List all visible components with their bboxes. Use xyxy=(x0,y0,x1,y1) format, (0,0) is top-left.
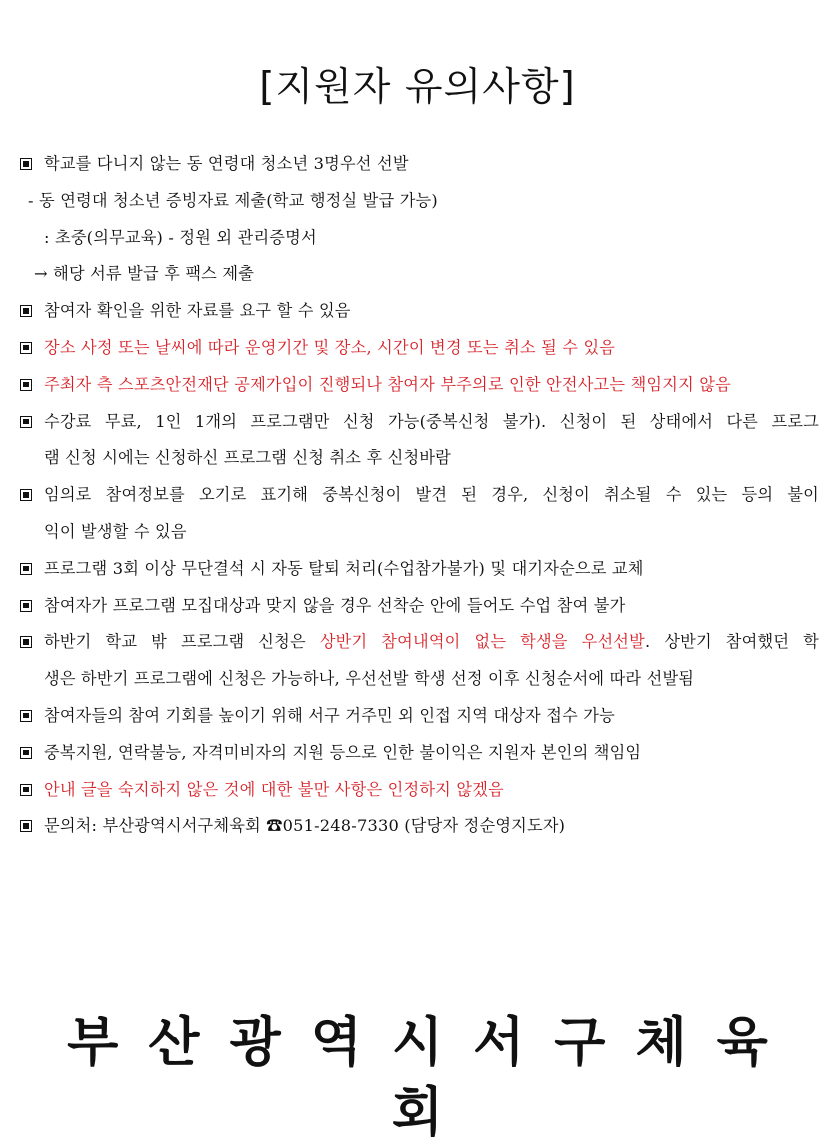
square-bullet-icon xyxy=(19,772,35,809)
list-item xyxy=(0,808,835,845)
notice-list xyxy=(0,146,835,845)
list-item xyxy=(0,624,835,661)
notice-text-highlight: 주최자 측 스포츠안전재단 공제가입이 진행되나 참여자 부주의로 인한 안전사고는 책임지지 않음 xyxy=(44,374,731,394)
list-item-sub xyxy=(0,183,835,220)
page-title: [지원자 유의사항] xyxy=(259,65,576,110)
list-item xyxy=(0,772,835,809)
list-item-continuation xyxy=(0,440,835,477)
notice-text: 램 신청 시에는 신청하신 프로그램 신청 취소 후 신청바람 xyxy=(44,448,452,468)
list-item-sub xyxy=(0,220,835,257)
list-item xyxy=(0,588,835,625)
notice-text: 중복지원, 연락불능, 자격미비자의 지원 등으로 인한 불이익은 지원자 본인의 책임임 xyxy=(44,742,642,762)
notice-text-highlight: 안내 글을 숙지하지 않은 것에 대한 불만 사항은 인정하지 않겠음 xyxy=(44,779,504,799)
list-item xyxy=(0,330,835,367)
list-item xyxy=(0,367,835,404)
notice-text: 참여자가 프로그램 모집대상과 맞지 않을 경우 선착순 안에 들어도 수업 참여 불가 xyxy=(44,595,626,615)
square-bullet-icon xyxy=(19,624,35,661)
square-bullet-icon xyxy=(19,330,35,367)
notice-text-highlight: 상반기 참여내역이 없는 학생을 우선선발 xyxy=(319,632,645,652)
list-item-continuation xyxy=(0,661,835,698)
notice-text: 참여자들의 참여 기회를 높이기 위해 서구 거주민 외 인접 지역 대상자 접수 가능 xyxy=(44,705,615,725)
notice-text: 프로그램 3회 이상 무단결석 시 자동 탈퇴 처리(수업참가불가) 및 대기자순으로 교체 xyxy=(44,558,644,578)
contact-info: 문의처: 부산광역시서구체육회 ☎051-248-7330 (담당자 정순영지도자) xyxy=(44,816,566,836)
square-bullet-icon xyxy=(19,735,35,772)
list-item xyxy=(0,698,835,735)
square-bullet-icon xyxy=(19,477,35,514)
notice-text-highlight: 장소 사정 또는 날씨에 따라 운영기간 및 장소, 시간이 변경 또는 취소 될 수 있음 xyxy=(44,337,616,357)
list-item xyxy=(0,146,835,183)
notice-text: 임의로 참여정보를 오기로 표기해 중복신청이 발견 된 경우, 신청이 취소될 수 있는 등의 불이 xyxy=(44,485,819,505)
notice-text: 수강료 무료, 1인 1개의 프로그램만 신청 가능(중복신청 불가). 신청이 된 상태에서 다른 프로그 xyxy=(44,411,819,431)
list-item xyxy=(0,477,835,514)
square-bullet-icon xyxy=(19,698,35,735)
square-bullet-icon xyxy=(19,588,35,625)
square-bullet-icon xyxy=(19,146,35,183)
square-bullet-icon xyxy=(19,404,35,441)
notice-subtext: - 동 연령대 청소년 증빙자료 제출(학교 행정실 발급 가능) xyxy=(28,190,438,210)
list-item xyxy=(0,404,835,441)
list-item xyxy=(0,293,835,330)
notice-text-part: . 상반기 참여했던 학 xyxy=(644,632,819,652)
organization-signature: 부산광역시서구체육회 xyxy=(67,1012,798,1143)
square-bullet-icon xyxy=(19,808,35,845)
square-bullet-icon xyxy=(19,293,35,330)
notice-subtext: : 초중(의무교육) - 정원 외 관리증명서 xyxy=(44,227,317,247)
list-item xyxy=(0,735,835,772)
notice-text: 참여자 확인을 위한 자료를 요구 할 수 있음 xyxy=(44,301,351,321)
notice-subtext: → 해당 서류 발급 후 팩스 제출 xyxy=(34,264,255,284)
square-bullet-icon xyxy=(19,367,35,404)
list-item-sub xyxy=(0,256,835,293)
list-item xyxy=(0,551,835,588)
notice-text xyxy=(44,624,819,661)
notice-text: 익이 발생할 수 있음 xyxy=(44,521,187,541)
notice-text: 학교를 다니지 않는 동 연령대 청소년 3명우선 선발 xyxy=(44,154,409,173)
notice-text-part: 하반기 학교 밖 프로그램 신청은 xyxy=(44,632,320,652)
notice-text: 생은 하반기 프로그램에 신청은 가능하나, 우선선발 학생 선정 이후 신청순서에 따라 선발됨 xyxy=(44,669,695,689)
list-item-continuation xyxy=(0,514,835,551)
square-bullet-icon xyxy=(19,551,35,588)
